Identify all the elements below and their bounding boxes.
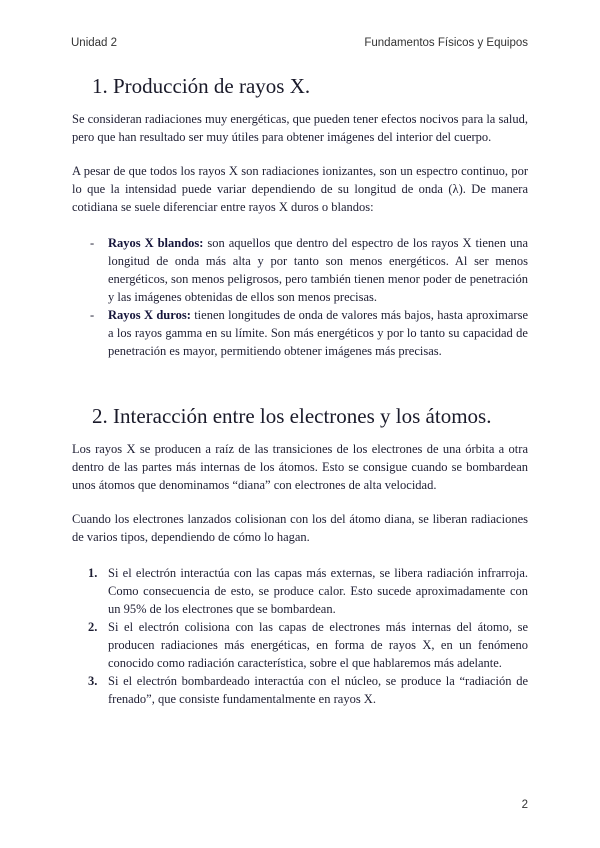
list-item-number: 3. <box>88 674 98 688</box>
section-1-intro: Se consideran radiaciones muy energéticas, que pueden tener efectos nocivos para la salud, pero que han resultado ser muy útiles para obtener imágenes del interior del cuerpo. <box>72 112 528 144</box>
list-item-text: son aquellos que dentro del espectro de los rayos X tienen una longitud de onda más alta y por tanto son menos energéticos. Al ser menos energéticos, son menos peligrosos, pero también tienen menor poder de penetración y las imágenes obtenidas de ellos son menos precisas. <box>108 236 528 304</box>
list-item-text: tienen longitudes de onda de valores más bajos, hasta aproximarse a los rayos gamma en su límite. Son más energéticos y por lo tanto su capacidad de penetración es mayor, permitiendo obtener imágenes más precisas. <box>108 308 528 358</box>
list-item-text: Si el electrón bombardeado interactúa con el núcleo, se produce la “radiación de frenado”, que consiste fundamentalmente en rayos X. <box>108 674 528 706</box>
interaction-list <box>72 564 528 708</box>
section-1-title: 1. Producción de rayos X. <box>92 74 311 98</box>
list-item <box>88 618 528 672</box>
section-2-paragraph-2: Cuando los electrones lanzados colisionan con los del átomo diana, se liberan radiaciones de varios tipos, dependiendo de cómo lo hagan. <box>72 512 528 544</box>
page-header <box>71 37 528 49</box>
header-subject: Fundamentos Físicos y Equipos <box>364 37 528 49</box>
section-2-paragraph-1: Los rayos X se producen a raíz de las transiciones de los electrones de una órbita a otra dentro de las partes más internas de los átomos. Esto se consigue cuando se bombardean unos átomos que denominamos “diana” con electrones de alta velocidad. <box>72 442 528 492</box>
list-item-text: Si el electrón colisiona con las capas de electrones más internas del átomo, se producen radiaciones más energéticas, en forma de rayos X, en un fenómeno conocido como radiación característica, sobre el que hablaremos más adelante. <box>108 620 528 670</box>
list-item <box>90 306 528 360</box>
list-item-number: 1. <box>88 566 98 580</box>
xray-types-list <box>72 234 528 360</box>
section-2-title: 2. Interacción entre los electrones y los átomos. <box>92 404 492 428</box>
page-content <box>72 70 528 708</box>
bullet-marker: - <box>90 308 95 322</box>
list-item-term: Rayos X duros: <box>108 308 191 322</box>
bullet-marker: - <box>90 236 95 250</box>
header-unit: Unidad 2 <box>71 37 118 49</box>
list-item-number: 2. <box>88 620 98 634</box>
section-1-paragraph-2: A pesar de que todos los rayos X son radiaciones ionizantes, son un espectro continuo, por lo que la intensidad puede variar dependiendo de su longitud de onda (λ). De manera cotidiana se suele diferenciar entre rayos X duros o blandos: <box>72 164 528 214</box>
list-item <box>88 564 528 618</box>
list-item-text: Si el electrón interactúa con las capas más externas, se libera radiación infrarroja. Como consecuencia de esto, se produce calor. Esto sucede aproximadamente con un 95% de los electrones que se bombardean. <box>108 566 528 616</box>
list-item <box>88 672 528 708</box>
list-item <box>90 234 528 306</box>
page-number: 2 <box>521 799 528 811</box>
list-item-term: Rayos X blandos: <box>108 236 204 250</box>
